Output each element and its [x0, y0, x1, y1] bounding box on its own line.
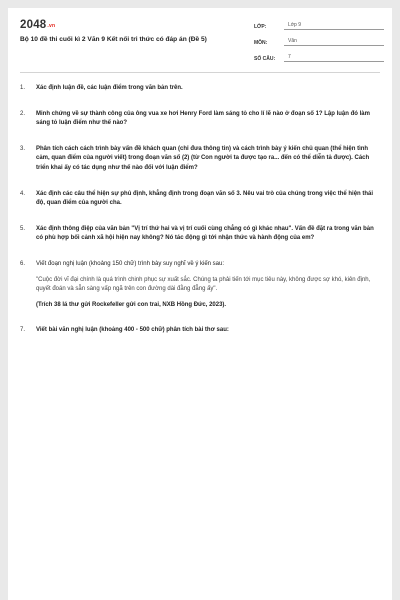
document-page: [8, 8, 392, 600]
question-text: Xác định luận đề, các luận điểm trong văn bản trên.: [36, 85, 183, 91]
question-text: Xác định thông điệp của văn bản "Vị trí thứ hai và vị trí cuối cùng chẳng có gì khác nhau". Vấn đề đặt ra trong văn bản có phù hợp bối cảnh xã hội hiện nay không? Nó tác động gì tới nhận thức và hành động của em?: [36, 225, 374, 242]
document-title: Bộ 10 đề thi cuối kì 2 Văn 9 Kết nối tri thức có đáp án (Đề 5): [20, 36, 207, 43]
document-header: [8, 8, 392, 66]
meta-value: 7: [284, 54, 384, 62]
logo-tld: .vn: [47, 23, 56, 29]
meta-row-subject: [254, 34, 384, 46]
question-number: 2.: [20, 110, 26, 117]
meta-value: Văn: [284, 38, 384, 46]
question-text: Viết đoạn nghị luận (khoảng 150 chữ) trình bày suy nghĩ về ý kiến sau:: [36, 260, 225, 267]
question-number: 3.: [20, 145, 26, 152]
question-text: Minh chứng về sự thành công của ông vua xe hơi Henry Ford làm sáng tỏ cho lí lẽ nào ở đoạn số 1? Lập luận đó làm sáng tỏ luận điểm như thế nào?: [36, 110, 370, 127]
question-number: 1.: [20, 85, 26, 91]
question-item: [20, 190, 380, 209]
question-text: Viết bài văn nghị luận (khoảng 400 - 500 chữ) phân tích bài thơ sau:: [36, 327, 229, 334]
quote-text: "Cuộc đời vĩ đại chính là quá trình chinh phục sự xuất sắc. Chúng ta phải tiến tới mục tiêu này, không được sợ khó, kiên định, quyết đoán và sẵn sàng vấp ngã trên con đường dài đằng đẵng ấy".: [36, 276, 371, 293]
question-item: [20, 260, 380, 310]
meta-label: SỐ CÂU:: [254, 56, 276, 62]
question-item: [20, 145, 380, 174]
logo-text: 2048: [20, 19, 47, 31]
question-number: 6.: [20, 260, 26, 267]
meta-value: Lớp 9: [284, 22, 384, 30]
question-text: Xác định các câu thể hiện sự phủ định, khẳng định trong đoạn văn số 3. Nêu vai trò của chúng trong việc thể hiện thái độ, quan điểm của người cha.: [36, 190, 374, 207]
question-item: [20, 110, 380, 129]
exam-meta: [254, 18, 384, 66]
meta-row-class: [254, 18, 384, 30]
question-number: 7.: [20, 327, 26, 334]
question-number: 4.: [20, 190, 26, 197]
header-divider: [20, 72, 380, 73]
question-item: [20, 84, 380, 94]
meta-label: MÔN:: [254, 40, 268, 46]
quote-source: (Trích 38 lá thư gửi Rockefeller gửi con trai, NXB Hồng Đức, 2023).: [36, 301, 227, 308]
meta-label: LỚP:: [254, 24, 267, 30]
site-logo[interactable]: [20, 19, 55, 31]
meta-row-question-count: [254, 50, 384, 62]
question-item: [20, 326, 380, 336]
question-item: [20, 225, 380, 244]
question-number: 5.: [20, 225, 26, 232]
question-list: [20, 84, 380, 336]
question-text: Phân tích cách cách trình bày vấn đề khách quan (chỉ đưa thông tin) và cách trình bày ý kiến chủ quan (thể hiện tình cảm, quan điểm của người viết) trong đoạn văn số (2) (từ Con người ta được tạo ra... đến có thể diễn tả được). Cách triển khai ấy có tác dụng như thế nào đối với luận điểm?: [36, 145, 370, 171]
